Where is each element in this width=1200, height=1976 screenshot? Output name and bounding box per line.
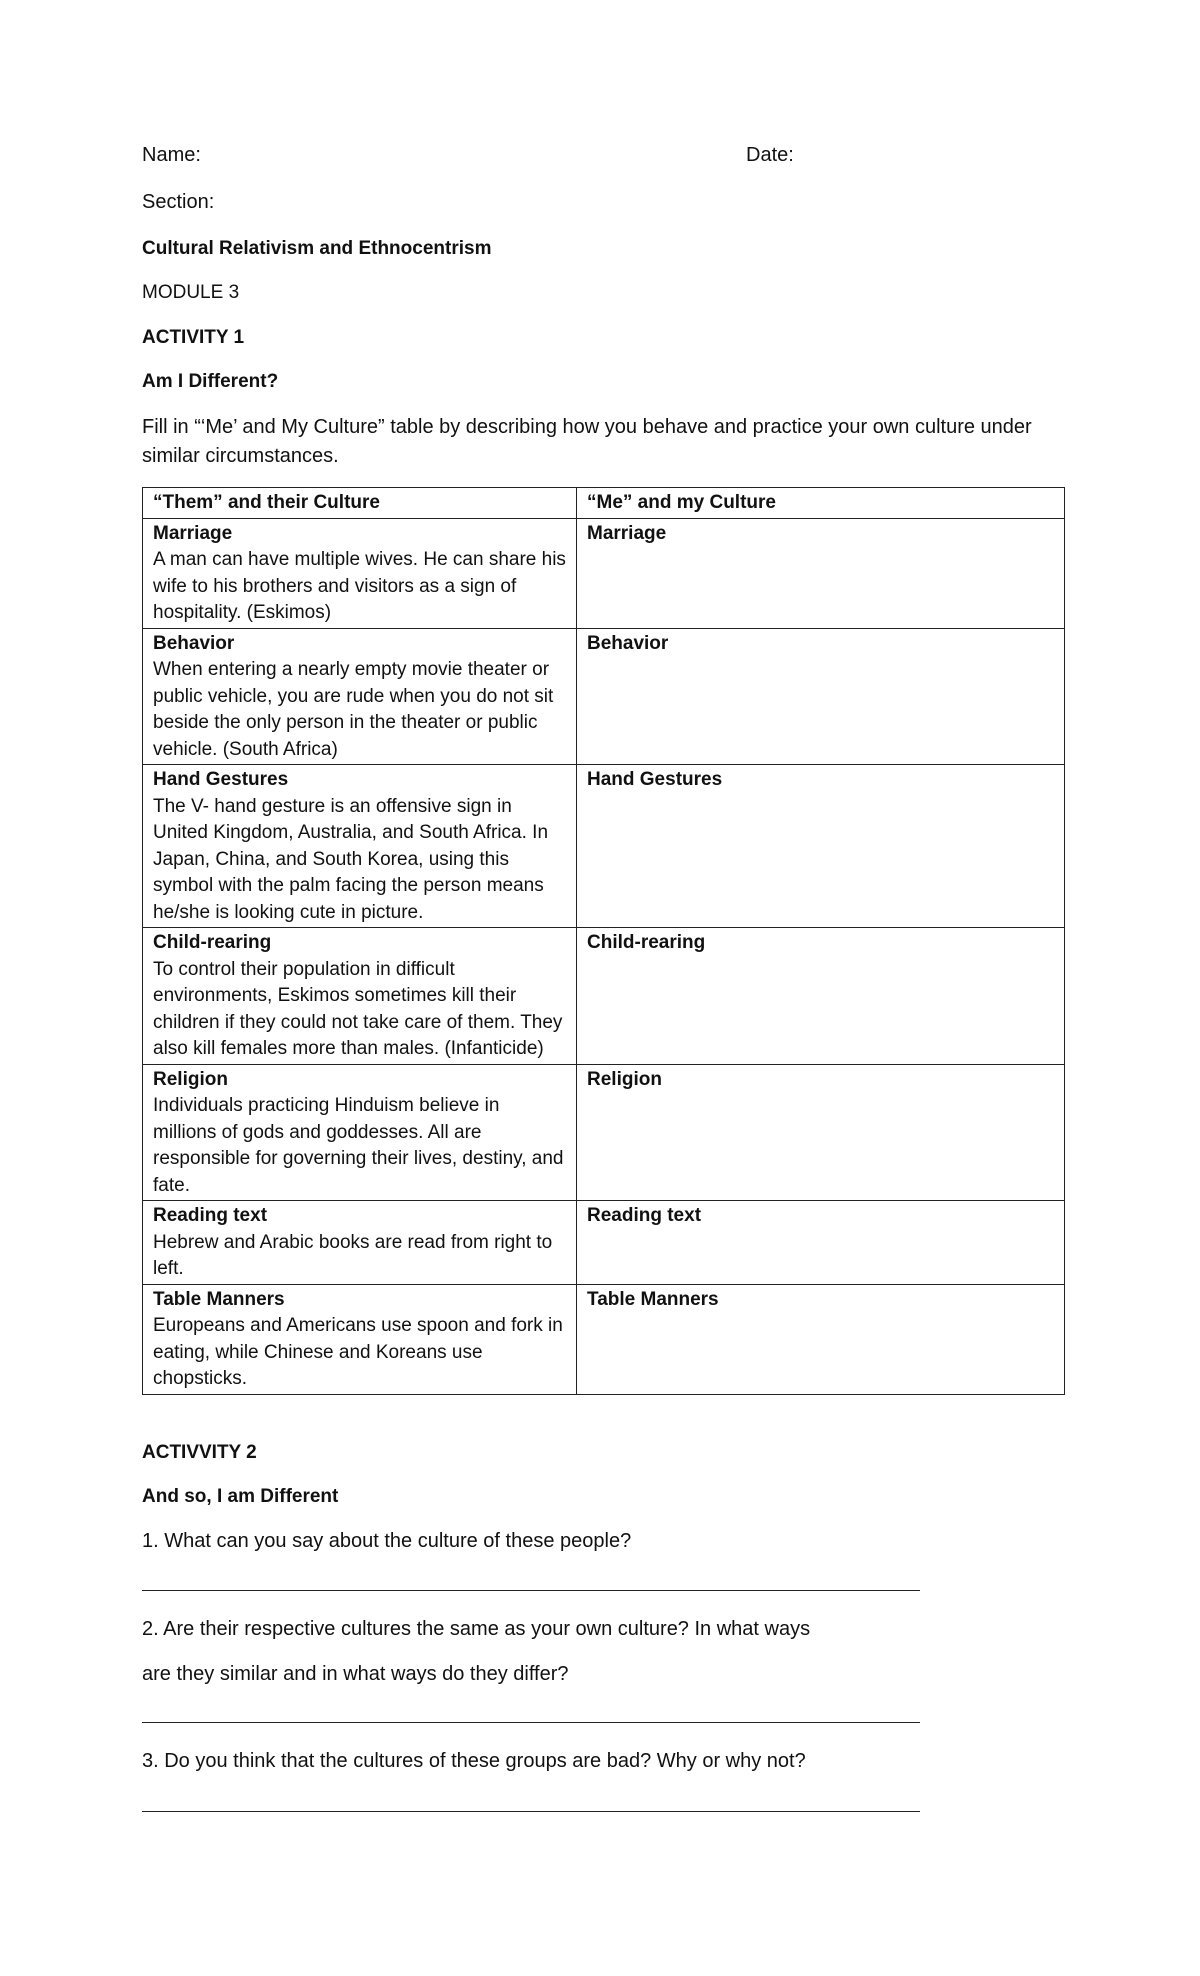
activity1-label: ACTIVITY 1 (142, 327, 245, 348)
row-title: Child-rearing (153, 932, 272, 953)
me-row-title: Marriage (587, 522, 667, 544)
question-1: 1. What can you say about the culture of these people? (142, 1530, 632, 1552)
answer-line-1[interactable] (142, 1590, 920, 1591)
them-cell (143, 1064, 577, 1201)
row-title: Table Manners (153, 1288, 285, 1310)
me-cell[interactable] (577, 628, 1065, 765)
me-cell[interactable] (577, 765, 1065, 928)
row-description: A man can have multiple wives. He can share his wife to his brothers and visitors as a sign of hospitality. (Eskimos) (153, 549, 566, 623)
me-row-title: Table Manners (587, 1288, 719, 1310)
module-label: MODULE 3 (142, 282, 240, 303)
me-cell[interactable] (577, 1064, 1065, 1201)
row-description: The V- hand gesture is an offensive sign in United Kingdom, Australia, and South Africa. In Japan, China, and South Korea, using this symbol with the palm facing the person means he/she is looking cute in picture. (153, 795, 549, 923)
row-description: Individuals practicing Hinduism believe in millions of gods and goddesses. All are responsible for governing their lives, destiny, and fate. (153, 1095, 564, 1196)
table-row (143, 1284, 1065, 1394)
table-row (143, 928, 1065, 1065)
worksheet-title: Cultural Relativism and Ethnocentrism (142, 238, 492, 259)
them-cell (143, 628, 577, 765)
table-header-row (143, 488, 1065, 519)
them-cell (143, 765, 577, 928)
activity2-title: And so, I am Different (142, 1486, 339, 1507)
them-cell (143, 1201, 577, 1285)
me-cell[interactable] (577, 1201, 1065, 1285)
name-label: Name: (142, 144, 201, 166)
date-label: Date: (746, 144, 794, 166)
me-row-title: Child-rearing (587, 932, 706, 953)
question-3: 3. Do you think that the cultures of these groups are bad? Why or why not? (142, 1750, 806, 1772)
section-label: Section: (142, 191, 215, 213)
me-cell[interactable] (577, 518, 1065, 628)
me-row-title: Hand Gestures (587, 769, 723, 790)
me-row-title: Reading text (587, 1205, 702, 1226)
culture-comparison-table (142, 487, 1065, 1395)
me-cell[interactable] (577, 928, 1065, 1065)
me-row-title: Behavior (587, 632, 669, 654)
table-row (143, 628, 1065, 765)
question-2-line-1: 2. Are their respective cultures the same as your own culture? In what ways (142, 1618, 811, 1640)
row-title: Marriage (153, 522, 233, 544)
row-description: When entering a nearly empty movie theater or public vehicle, you are rude when you do not sit beside the only person in the theater or public vehicle. (South Africa) (153, 659, 554, 760)
question-2-line-2: are they similar and in what ways do they differ? (142, 1663, 569, 1685)
answer-line-2[interactable] (142, 1722, 920, 1723)
them-cell (143, 1284, 577, 1394)
table-row (143, 765, 1065, 928)
activity1-title: Am I Different? (142, 371, 279, 392)
activity2-label: ACTIVVITY 2 (142, 1442, 257, 1463)
table-row (143, 1201, 1065, 1285)
row-description: Hebrew and Arabic books are read from right to left. (153, 1231, 553, 1279)
them-cell (143, 518, 577, 628)
table-row (143, 518, 1065, 628)
them-cell (143, 928, 577, 1065)
me-row-title: Religion (587, 1068, 662, 1090)
activity1-instructions: Fill in “‘Me’ and My Culture” table by describing how you behave and practice your own culture under similar circumstances. (142, 416, 1032, 467)
row-title: Reading text (153, 1205, 268, 1226)
row-description: To control their population in difficult environments, Eskimos sometimes kill their children if they could not take care of them. They also kill females more than males. (Infanticide) (153, 958, 563, 1059)
col-header-me: “Me” and my Culture (577, 488, 1065, 519)
table-row (143, 1064, 1065, 1201)
row-description: Europeans and Americans use spoon and fork in eating, while Chinese and Koreans use chopsticks. (153, 1315, 563, 1389)
me-cell[interactable] (577, 1284, 1065, 1394)
answer-line-3[interactable] (142, 1811, 920, 1812)
col-header-them: “Them” and their Culture (143, 488, 577, 519)
row-title: Hand Gestures (153, 769, 289, 790)
row-title: Religion (153, 1068, 228, 1090)
row-title: Behavior (153, 632, 235, 654)
